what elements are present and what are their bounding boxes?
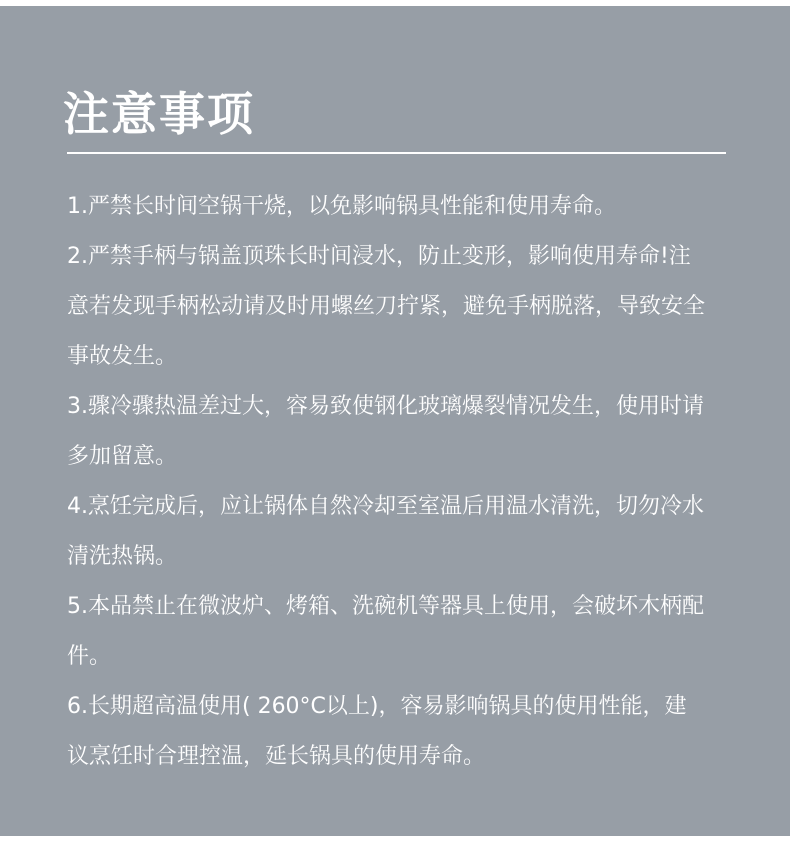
note-item-1: 1.严禁长时间空锅干烧，以免影响锅具性能和使用寿命。 — [67, 194, 616, 219]
note-item-2: 2.严禁手柄与锅盖顶珠长时间浸水，防止变形，影响使用寿命!注意若发现手柄松动请及时用螺丝刀拧紧，避免手柄脱落，导致安全事故发生。 — [67, 244, 706, 369]
notes-list — [67, 182, 707, 782]
title-divider — [67, 152, 726, 154]
note-item-5: 5.本品禁止在微波炉、烤箱、洗碗机等器具上使用，会破坏木柄配件。 — [67, 594, 704, 669]
page-title: 注意事项 — [63, 87, 255, 141]
note-item-3: 3.骤冷骤热温差过大，容易致使钢化玻璃爆裂情况发生，使用时请多加留意。 — [67, 394, 704, 469]
notice-panel — [0, 6, 790, 836]
note-item-4: 4.烹饪完成后，应让锅体自然冷却至室温后用温水清洗，切勿冷水清洗热锅。 — [67, 494, 704, 569]
note-item-6: 6.长期超高温使用( 260°C以上)，容易影响锅具的使用性能，建议烹饪时合理控温，延长锅具的使用寿命。 — [67, 694, 687, 769]
